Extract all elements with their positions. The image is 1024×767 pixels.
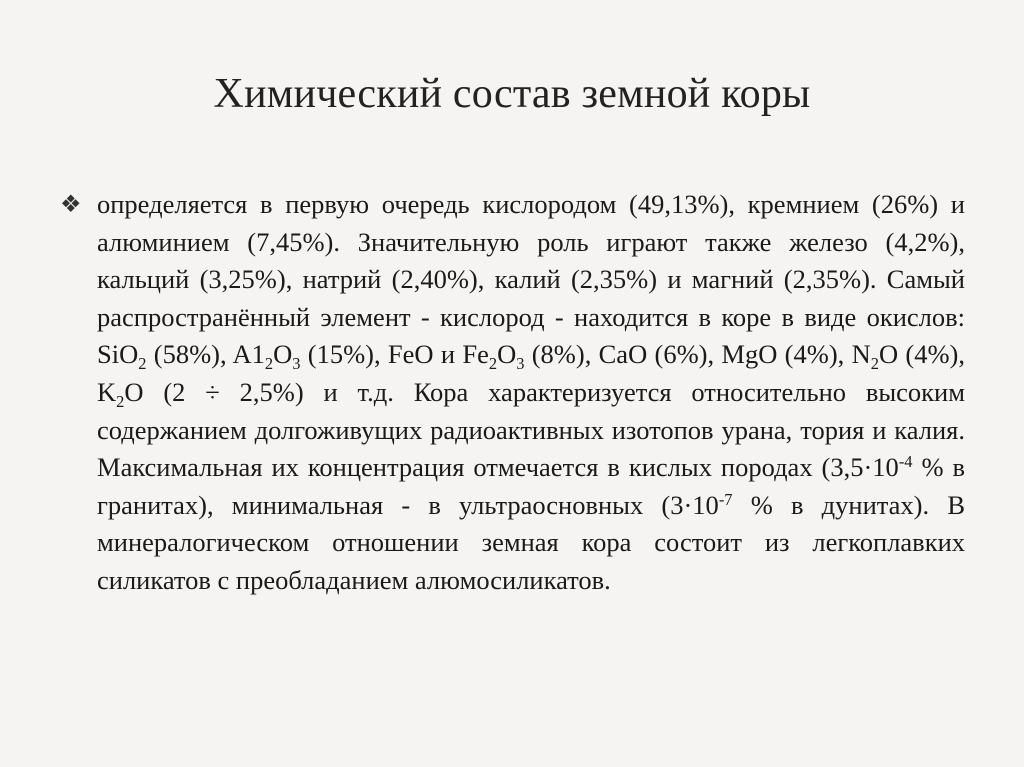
text-run: (8%), CaO (6%), MgO (4%), N	[524, 339, 871, 370]
body-paragraph	[97, 186, 965, 600]
text-run: % в дунитах). В минералогическом отношении земная кора состоит из легкоплавких силикатов с преобладанием алюмосиликатов.	[97, 489, 965, 595]
text-run: (15%), FeO и Fe	[300, 339, 489, 370]
subscript: 2	[488, 354, 498, 374]
diamond-bullet-icon: ❖	[60, 192, 82, 218]
subscript: 3	[292, 354, 301, 374]
superscript: -7	[718, 489, 733, 509]
text-run: определяется в первую очередь кислородом (49,13%), кремнием (26%) и алюминием (7,45%). Значительную роль играют также железо (4,2%), кальций (3,25%), натрий (2,40%), калий (2,35%) и магний (2,35%). Самый распространённый элемент - кислород - находится в коре в виде окислов: SiO	[97, 189, 965, 370]
superscript: -4	[898, 452, 913, 472]
subscript: 2	[138, 354, 147, 374]
slide-title: Химический состав земной коры	[213, 71, 811, 117]
subscript: 3	[516, 354, 525, 374]
subscript: 2	[116, 391, 125, 411]
text-run: O	[497, 339, 517, 370]
text-run: O (2 ÷ 2,5%) и т.д. Кора характеризуется относительно высоким содержанием долгоживущих радиоактивных изотопов урана, тория и калия. Максимальная их концентрация отмечается в кислых породах (3,5·10	[97, 376, 965, 483]
subscript: 2	[264, 354, 274, 374]
subscript: 2	[870, 354, 879, 374]
text-run: O (4%), K	[97, 339, 965, 407]
text-run: % в гранитах), минимальная - в ультраосновных (3·10	[97, 452, 966, 520]
text-run: (58%), A1	[146, 339, 265, 370]
text-run: O	[273, 339, 293, 370]
